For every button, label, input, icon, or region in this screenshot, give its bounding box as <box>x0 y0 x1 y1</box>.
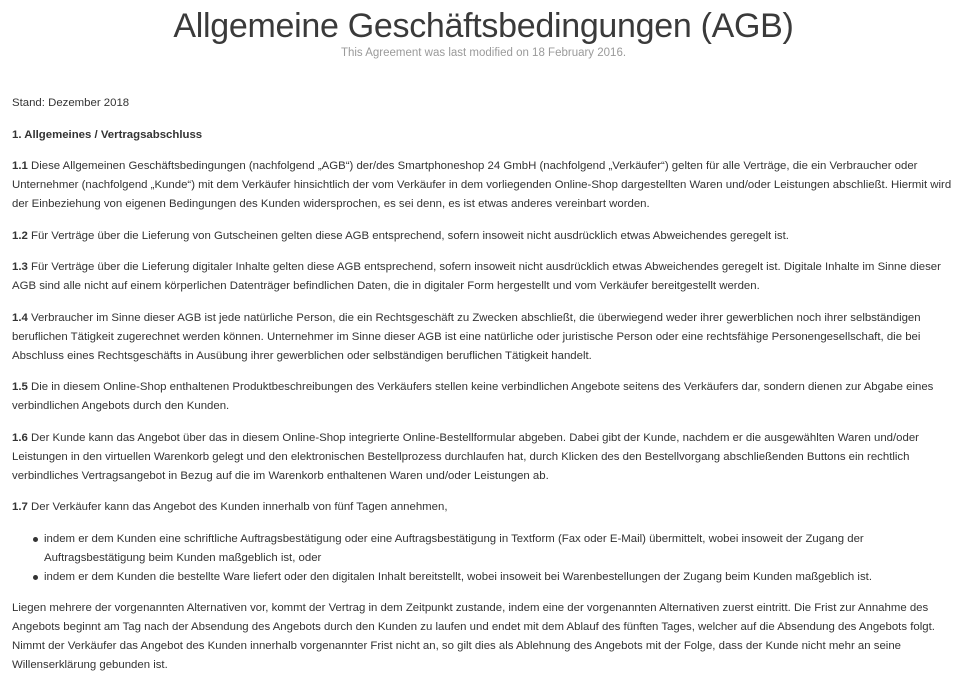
last-modified-note: This Agreement was last modified on 18 February 2016. <box>340 47 627 59</box>
clause-1-7 <box>12 498 956 517</box>
clause-number: 1.6 <box>12 431 28 444</box>
clause-text: Verbraucher im Sinne dieser AGB ist jede natürliche Person, die ein Rechtsgeschäft zu Zwecken abschließt, die überwiegend weder ihrer gewerblichen noch ihrer selbständigen beruflichen Tätigkeit zugerechnet werden können. Unternehmer im Sinne dieser AGB ist eine natürliche oder juristische Person oder eine rechtsfähige Personengesellschaft, die bei Abschluss eines Rechtsgeschäfts in Ausübung ihrer gewerblichen oder selbständigen beruflichen Tätigkeit handelt. <box>12 311 921 362</box>
page-header <box>0 0 967 60</box>
list-item <box>44 568 956 587</box>
clause-number: 1.3 <box>12 261 28 273</box>
acceptance-options-list <box>12 530 956 587</box>
clause-text: Für Verträge über die Lieferung digitaler Inhalte gelten diese AGB entsprechend, sofern insoweit nicht ausdrücklich etwas Abweichendes geregelt ist. Digitale Inhalte im Sinne dieser AGB sind alle nicht auf einem körperlichen Datenträger befindlichen Daten, die in digitaler Form hergestellt und vom Verkäufer bereitgestellt werden. <box>12 261 941 292</box>
clause-number: 1.4 <box>12 311 28 324</box>
bullet-icon <box>33 537 38 542</box>
closing-paragraph: Liegen mehrere der vorgenannten Alternativen vor, kommt der Vertrag in dem Zeitpunkt zustande, indem eine der vorgenannten Alternativen zuerst eintritt. Die Frist zur Annahme des Angebots beginnt am Tag nach der Absendung des Angebots durch den Kunden zu laufen und endet mit dem Ablauf des fünften Tages, welcher auf die Absendung des Angebots folgt. Nimmt der Verkäufer das Angebot des Kunden innerhalb vorgenannter Frist nicht an, so gilt dies als Ablehnung des Angebots mit der Folge, dass der Kunde nicht mehr an seine Willenserklärung gebunden ist. <box>12 602 935 671</box>
clause-1-3 <box>12 258 956 296</box>
clause-text: Die in diesem Online-Shop enthaltenen Produktbeschreibungen des Verkäufers stellen keine verbindlichen Angebote seitens des Verkäufers dar, sondern dienen zur Abgabe eines verbindlichen Angebots durch den Kunden. <box>12 381 934 412</box>
clause-1-1 <box>12 157 956 214</box>
clause-number: 1.1 <box>12 160 28 172</box>
clause-number: 1.2 <box>12 229 28 242</box>
clause-text: Diese Allgemeinen Geschäftsbedingungen (nachfolgend „AGB“) der/des Smartphoneshop 24 GmbH (nachfolgend „Verkäufer“) gelten für alle Verträge, die ein Verbraucher oder Unternehmer (nachfolgend „Kunde“) mit dem Verkäufer hinsichtlich der vom Verkäufer in dem vorliegenden Online-Shop dargestellten Waren und/oder Leistungen abschließt. Hiermit wird der Einbeziehung von eigenen Bedingungen des Kunden widersprochen, es sei denn, es ist etwas anderes vereinbart worden. <box>12 160 952 210</box>
page-title: Allgemeine Geschäftsbedingungen (AGB) <box>173 7 794 45</box>
list-item-text: indem er dem Kunden die bestellte Ware liefert oder den digitalen Inhalt bereitstellt, wobei insoweit bei Warenbestellungen der Zugang beim Kunden maßgeblich ist. <box>44 570 872 583</box>
clause-text: Der Verkäufer kann das Angebot des Kunden innerhalb von fünf Tagen annehmen, <box>27 501 448 513</box>
list-item-text: indem er dem Kunden eine schriftliche Auftragsbestätigung oder eine Auftragsbestätigung in Textform (Fax oder E-Mail) übermittelt, wobei insoweit der Zugang der Auftragsbestätigung beim Kunden maßgeblich ist, oder <box>44 532 864 564</box>
clause-1-6 <box>12 429 956 486</box>
clause-1-4 <box>12 309 956 366</box>
stand-date: Stand: Dezember 2018 <box>12 97 130 109</box>
clause-1-5 <box>12 378 956 416</box>
clause-text: Der Kunde kann das Angebot über das in diesem Online-Shop integrierte Online-Bestellformular abgeben. Dabei gibt der Kunde, nachdem er die ausgewählten Waren und/oder Leistungen in den virtuellen Warenkorb gelegt und den elektronischen Bestellprozess durchlaufen hat, durch Klicken des den Bestellvorgang abschließenden Buttons ein rechtlich verbindliches Vertragsangebot in Bezug auf die im Warenkorb enthaltenen Waren und/oder Leistungen ab. <box>12 431 919 482</box>
clause-1-2 <box>12 227 956 246</box>
clause-number: 1.7 <box>12 501 28 513</box>
section-heading: 1. Allgemeines / Vertragsabschluss <box>12 128 203 141</box>
clause-number: 1.5 <box>12 381 28 393</box>
clause-text: Für Verträge über die Lieferung von Gutscheinen gelten diese AGB entsprechend, sofern insoweit nicht ausdrücklich etwas Abweichendes geregelt ist. <box>27 229 789 242</box>
list-item <box>44 530 956 568</box>
bullet-icon <box>33 575 38 580</box>
agb-content <box>12 94 956 688</box>
